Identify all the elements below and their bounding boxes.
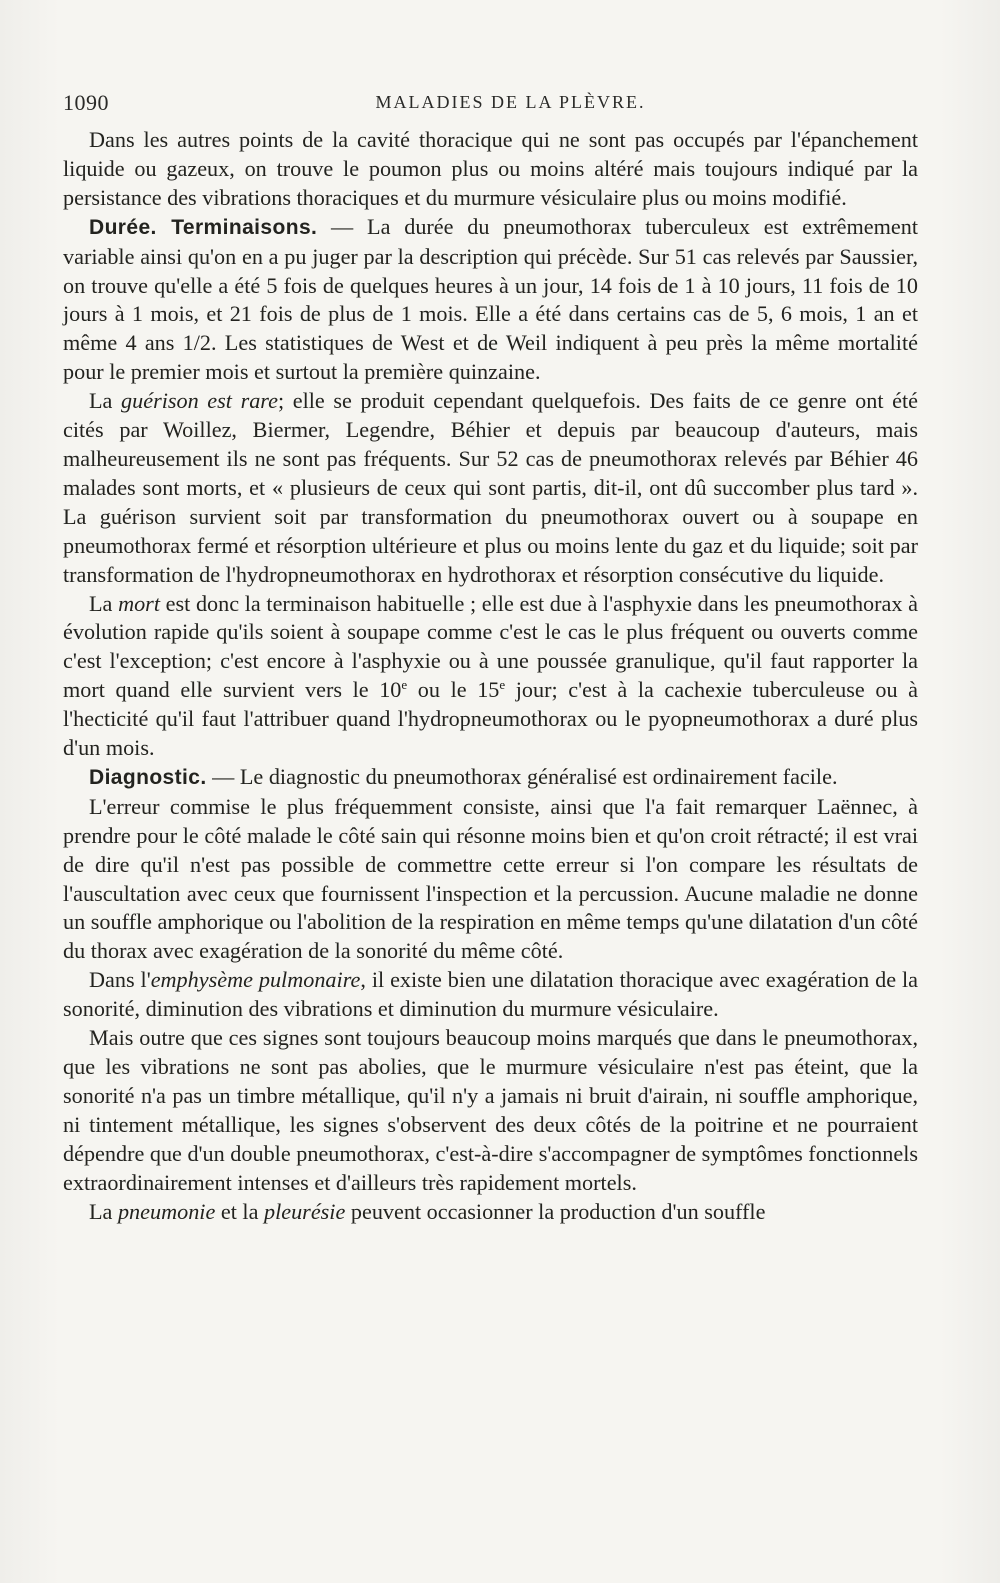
italic-term: mort	[118, 590, 160, 616]
page-number: 1090	[63, 90, 109, 115]
paragraph-pneumonie	[63, 1198, 918, 1227]
italic-term: pneumonie	[117, 1198, 216, 1224]
paragraph-text: et la	[215, 1198, 264, 1224]
paragraph-mort	[63, 590, 918, 763]
superscript: e	[499, 677, 506, 693]
italic-term: pleurésie	[263, 1198, 346, 1224]
paragraph-emphyseme	[63, 966, 918, 1024]
page-header	[63, 88, 918, 124]
paragraph-duree	[63, 213, 918, 387]
paragraph-guerison	[63, 387, 918, 589]
italic-term: guérison est rare	[121, 388, 278, 414]
paragraph-text: peuvent occasionner la production d'un souffle	[345, 1198, 766, 1224]
body-text	[63, 126, 918, 1226]
paragraph-text: jour; c'est à la cachexie tuberculeuse ou à l'hecticité qu'il faut l'attribuer quand l'hydropneumothorax ou le pyopneumothorax a duré plus d'un mois.	[63, 677, 918, 761]
italic-term: emphysème pulmonaire	[150, 967, 361, 993]
paragraph-text: , il existe bien une dilatation thoracique avec exagération de la sonorité, diminution des vibrations et diminution du murmure vésiculaire.	[63, 967, 918, 1022]
running-head: MALADIES DE LA PLÈVRE.	[375, 92, 646, 112]
paragraph-1	[63, 126, 918, 213]
paragraph-text: — Le diagnostic du pneumothorax généralisé est ordinairement facile.	[206, 763, 838, 789]
paragraph-text: La	[89, 590, 119, 616]
section-heading-duree: Durée. Terminaisons.	[89, 215, 318, 239]
paragraph-text: ou le 15	[407, 677, 500, 703]
paragraph-text: — La durée du pneumothorax tuberculeux est extrêmement variable ainsi qu'on en a pu juger par la description qui précède. Sur 51 cas relevés par Saussier, on trouve qu'elle a été 5 fois de quelques heures à un jour, 14 fois de 1 à 10 jours, 11 fois de 10 jours à 1 mois, et 21 fois de plus de 1 mois. Elle a été dans certains cas de 5, 6 mois, 1 an et même 4 ans 1/2. Les statistiques de West et de Weil indiquent à peu près la même mortalité pour le premier mois et surtout la première quinzaine.	[63, 213, 918, 385]
paragraph-text: est donc la terminaison habituelle ; elle est due à l'asphyxie dans les pneumothorax à évolution rapide qu'ils soient à soupape comme c'est le cas le plus fréquent ou ouverts comme c'est l'exception; c'est encore à l'asphyxie ou à une poussée granulique, qu'il faut rapporter la mort quand elle survient vers le 10	[63, 590, 918, 703]
paragraph-signes	[63, 1024, 918, 1197]
paragraph-text: L'erreur commise le plus fréquemment consiste, ainsi que l'a fait remarquer Laënnec, à prendre pour le côté malade le côté sain qui résonne moins bien et qu'on croit rétracté; il est vrai de dire qu'il n'est pas possible de commettre cette erreur si l'on compare les résultats de l'auscultation avec ceux que fournissent l'inspection et la percussion. Aucune maladie ne donne un souffle amphorique ou l'abolition de la respiration en même temps qu'une dilatation d'un côté du thorax avec exagération de la sonorité du même côté.	[63, 793, 918, 964]
paragraph-text: Mais outre que ces signes sont toujours beaucoup moins marqués que dans le pneumothorax, que les vibrations ne sont pas abolies, que le murmure vésiculaire n'est pas éteint, que la sonorité n'a pas un timbre métallique, qu'il n'y a jamais ni bruit d'airain, ni souffle amphorique, ni tintement métallique, les signes s'observent des deux côtés de la poitrine et ne pourraient dépendre que d'un double pneumothorax, c'est-à-dire s'accompagner de symptômes fonctionnels extraordinairement intenses et d'ailleurs très rapidement mortels.	[63, 1025, 918, 1195]
paragraph-text: La	[89, 1198, 118, 1224]
paragraph-text: Dans l'	[89, 967, 151, 993]
paragraph-erreur	[63, 793, 918, 966]
paragraph-text: ; elle se produit cependant quelquefois. Des faits de ce genre ont été cités par Woillez, Biermer, Legendre, Béhier et depuis par beaucoup d'auteurs, mais malheureusement ils ne sont pas fréquents. Sur 52 cas de pneumothorax relevés par Béhier 46 malades sont morts, et « plusieurs de ceux qui sont partis, dit-il, ont dû succomber plus tard ». La guérison survient soit par transformation du pneumothorax ouvert ou à soupape en pneumothorax fermé et résorption ultérieure et plus ou moins lente du gaz et du liquide; soit par transformation de l'hydropneumothorax en hydrothorax et résorption consécutive du liquide.	[63, 388, 918, 587]
paragraph-diagnostic	[63, 763, 918, 793]
section-heading-diagnostic: Diagnostic.	[89, 765, 207, 789]
superscript: e	[401, 677, 408, 693]
paragraph-text: La	[89, 388, 122, 414]
paragraph-text: Dans les autres points de la cavité thoracique qui ne sont pas occupés par l'épanchement liquide ou gazeux, on trouve le poumon plus ou moins altéré mais toujours indiqué par la persistance des vibrations thoraciques et du murmure vésiculaire plus ou moins modifié.	[63, 127, 918, 210]
